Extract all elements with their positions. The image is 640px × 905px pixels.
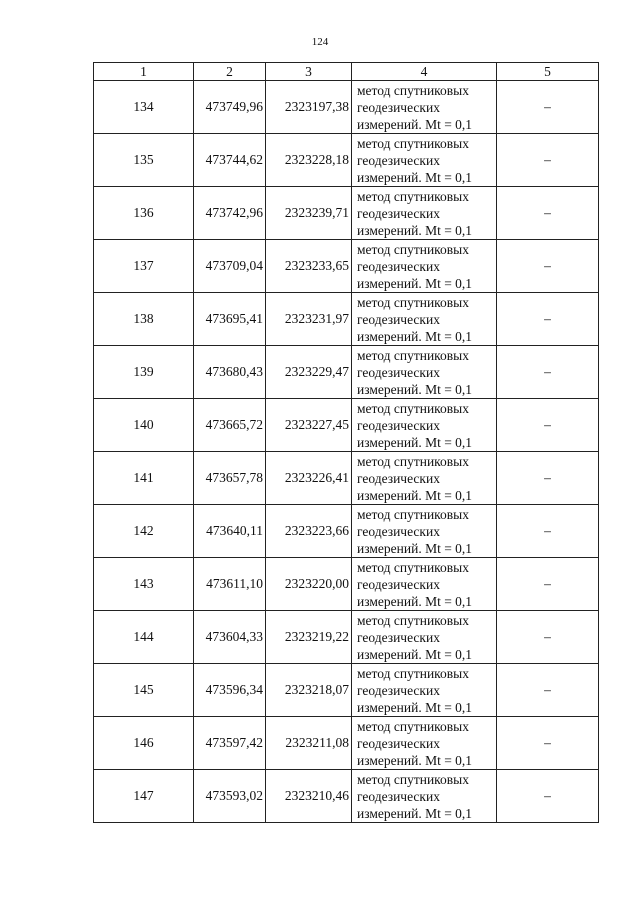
- method-line: метод спутниковых: [357, 612, 469, 628]
- note-cell: –: [497, 346, 599, 399]
- method-cell: [352, 505, 497, 558]
- x-coordinate-cell: 473604,33: [194, 611, 266, 664]
- point-number-cell: 144: [94, 611, 194, 664]
- y-coordinate-cell: 2323239,71: [266, 187, 352, 240]
- point-number-cell: 142: [94, 505, 194, 558]
- note-cell: –: [497, 717, 599, 770]
- method-line: измерений. Mt = 0,1: [357, 593, 473, 609]
- y-coordinate-cell: 2323219,22: [266, 611, 352, 664]
- method-cell: [352, 452, 497, 505]
- x-coordinate-cell: 473709,04: [194, 240, 266, 293]
- method-line: метод спутниковых: [357, 665, 469, 681]
- method-cell: [352, 187, 497, 240]
- y-coordinate-cell: 2323220,00: [266, 558, 352, 611]
- method-line: геодезических: [357, 523, 440, 539]
- y-coordinate-cell: 2323229,47: [266, 346, 352, 399]
- method-line: геодезических: [357, 99, 440, 115]
- note-cell: –: [497, 399, 599, 452]
- method-line: измерений. Mt = 0,1: [357, 328, 473, 344]
- method-cell: [352, 664, 497, 717]
- point-number-cell: 140: [94, 399, 194, 452]
- x-coordinate-cell: 473749,96: [194, 81, 266, 134]
- method-line: измерений. Mt = 0,1: [357, 169, 473, 185]
- y-coordinate-cell: 2323210,46: [266, 770, 352, 823]
- point-number-cell: 143: [94, 558, 194, 611]
- method-line: метод спутниковых: [357, 718, 469, 734]
- x-coordinate-cell: 473742,96: [194, 187, 266, 240]
- table-row: [94, 187, 599, 240]
- point-number-cell: 139: [94, 346, 194, 399]
- point-number-cell: 141: [94, 452, 194, 505]
- point-number-cell: 135: [94, 134, 194, 187]
- point-number-cell: 145: [94, 664, 194, 717]
- note-cell: –: [497, 452, 599, 505]
- x-coordinate-cell: 473744,62: [194, 134, 266, 187]
- method-line: измерений. Mt = 0,1: [357, 805, 473, 821]
- method-cell: [352, 770, 497, 823]
- method-line: измерений. Mt = 0,1: [357, 116, 473, 132]
- point-number-cell: 146: [94, 717, 194, 770]
- column-header-2: 2: [194, 63, 266, 81]
- table-body: [94, 81, 599, 823]
- x-coordinate-cell: 473657,78: [194, 452, 266, 505]
- note-cell: –: [497, 664, 599, 717]
- method-line: измерений. Mt = 0,1: [357, 540, 473, 556]
- column-header-5: 5: [497, 63, 599, 81]
- x-coordinate-cell: 473611,10: [194, 558, 266, 611]
- method-line: метод спутниковых: [357, 400, 469, 416]
- method-line: измерений. Mt = 0,1: [357, 222, 473, 238]
- method-cell: [352, 293, 497, 346]
- table-row: [94, 346, 599, 399]
- method-line: метод спутниковых: [357, 241, 469, 257]
- x-coordinate-cell: 473665,72: [194, 399, 266, 452]
- y-coordinate-cell: 2323226,41: [266, 452, 352, 505]
- method-line: геодезических: [357, 735, 440, 751]
- note-cell: –: [497, 558, 599, 611]
- method-line: измерений. Mt = 0,1: [357, 752, 473, 768]
- method-line: геодезических: [357, 152, 440, 168]
- table-row: [94, 717, 599, 770]
- method-line: геодезических: [357, 258, 440, 274]
- method-cell: [352, 240, 497, 293]
- x-coordinate-cell: 473640,11: [194, 505, 266, 558]
- coordinates-table: [93, 62, 599, 823]
- point-number-cell: 136: [94, 187, 194, 240]
- method-line: геодезических: [357, 205, 440, 221]
- method-line: измерений. Mt = 0,1: [357, 381, 473, 397]
- y-coordinate-cell: 2323218,07: [266, 664, 352, 717]
- page-number: 124: [311, 36, 329, 48]
- table-row: [94, 611, 599, 664]
- method-line: геодезических: [357, 682, 440, 698]
- method-line: геодезических: [357, 788, 440, 804]
- method-line: метод спутниковых: [357, 453, 469, 469]
- method-line: метод спутниковых: [357, 82, 469, 98]
- method-line: измерений. Mt = 0,1: [357, 275, 473, 291]
- column-header-3: 3: [266, 63, 352, 81]
- table-row: [94, 505, 599, 558]
- method-line: геодезических: [357, 629, 440, 645]
- method-line: геодезических: [357, 311, 440, 327]
- x-coordinate-cell: 473680,43: [194, 346, 266, 399]
- table-row: [94, 770, 599, 823]
- note-cell: –: [497, 293, 599, 346]
- point-number-cell: 137: [94, 240, 194, 293]
- x-coordinate-cell: 473593,02: [194, 770, 266, 823]
- method-cell: [352, 81, 497, 134]
- y-coordinate-cell: 2323233,65: [266, 240, 352, 293]
- point-number-cell: 138: [94, 293, 194, 346]
- note-cell: –: [497, 187, 599, 240]
- table-row: [94, 293, 599, 346]
- table-row: [94, 399, 599, 452]
- method-line: метод спутниковых: [357, 135, 469, 151]
- y-coordinate-cell: 2323197,38: [266, 81, 352, 134]
- point-number-cell: 147: [94, 770, 194, 823]
- method-cell: [352, 346, 497, 399]
- note-cell: –: [497, 134, 599, 187]
- table-row: [94, 134, 599, 187]
- table-row: [94, 558, 599, 611]
- table-row: [94, 664, 599, 717]
- x-coordinate-cell: 473596,34: [194, 664, 266, 717]
- x-coordinate-cell: 473597,42: [194, 717, 266, 770]
- method-line: метод спутниковых: [357, 559, 469, 575]
- method-line: геодезических: [357, 364, 440, 380]
- y-coordinate-cell: 2323231,97: [266, 293, 352, 346]
- method-line: геодезических: [357, 470, 440, 486]
- method-line: геодезических: [357, 417, 440, 433]
- method-line: метод спутниковых: [357, 771, 469, 787]
- note-cell: –: [497, 611, 599, 664]
- method-cell: [352, 399, 497, 452]
- point-number-cell: 134: [94, 81, 194, 134]
- note-cell: –: [497, 240, 599, 293]
- y-coordinate-cell: 2323223,66: [266, 505, 352, 558]
- column-header-4: 4: [352, 63, 497, 81]
- method-line: измерений. Mt = 0,1: [357, 487, 473, 503]
- method-cell: [352, 611, 497, 664]
- x-coordinate-cell: 473695,41: [194, 293, 266, 346]
- note-cell: –: [497, 81, 599, 134]
- method-line: метод спутниковых: [357, 188, 469, 204]
- method-line: геодезических: [357, 576, 440, 592]
- method-cell: [352, 558, 497, 611]
- note-cell: –: [497, 505, 599, 558]
- table-row: [94, 240, 599, 293]
- method-line: измерений. Mt = 0,1: [357, 699, 473, 715]
- method-line: метод спутниковых: [357, 506, 469, 522]
- table-row: [94, 452, 599, 505]
- table-row: [94, 81, 599, 134]
- method-line: измерений. Mt = 0,1: [357, 434, 473, 450]
- y-coordinate-cell: 2323227,45: [266, 399, 352, 452]
- method-cell: [352, 717, 497, 770]
- column-header-1: 1: [94, 63, 194, 81]
- method-line: метод спутниковых: [357, 347, 469, 363]
- y-coordinate-cell: 2323211,08: [266, 717, 352, 770]
- note-cell: –: [497, 770, 599, 823]
- header-row: [94, 63, 599, 81]
- method-line: метод спутниковых: [357, 294, 469, 310]
- method-line: измерений. Mt = 0,1: [357, 646, 473, 662]
- method-cell: [352, 134, 497, 187]
- y-coordinate-cell: 2323228,18: [266, 134, 352, 187]
